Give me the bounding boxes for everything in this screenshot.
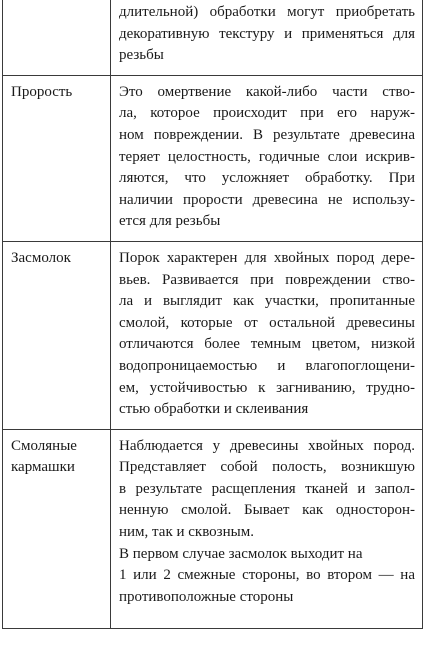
description-line: ла и выглядит как участки, пропитанные bbox=[119, 293, 415, 310]
description-line: водопроницаемостью и влагопоглощени- bbox=[119, 357, 415, 374]
term-label: кармашки bbox=[11, 459, 75, 476]
description-line: Порок характерен для хвойных пород дере- bbox=[119, 249, 415, 266]
description-line: теряет целостность, годичные слои искрив- bbox=[119, 148, 415, 165]
description-line: декоративную текстуру и применяться для bbox=[119, 25, 415, 42]
description-line: ется для резьбы bbox=[119, 213, 221, 230]
description-line: резьбы bbox=[119, 47, 164, 64]
term-label: Прорость bbox=[11, 83, 73, 100]
description-line: отличаются более темным цветом, низкой bbox=[119, 336, 415, 353]
description-line: Это омертвение какой-либо части ство- bbox=[119, 83, 415, 100]
description-line: стью обработки и склеивания bbox=[119, 401, 309, 418]
description-line: смолой, которые от остальной древесины bbox=[119, 314, 415, 331]
description-cell bbox=[111, 241, 423, 429]
term-label: Засмолок bbox=[11, 249, 71, 266]
table-row bbox=[3, 0, 423, 75]
description-cell bbox=[111, 0, 423, 75]
description-line: в результате расщепления тканей и запол- bbox=[119, 480, 415, 497]
description-line: ем, устойчивостью к загниванию, трудно- bbox=[119, 379, 415, 396]
description-line: ним, так и сквозным. bbox=[119, 524, 254, 541]
description-cell bbox=[111, 429, 423, 629]
description-line: В первом случае засмолок выходит на bbox=[119, 545, 363, 562]
description-line: Наблюдается у древесины хвойных пород. bbox=[119, 437, 415, 454]
description-line: 1 или 2 смежные стороны, во втором — на bbox=[119, 567, 415, 584]
table-row bbox=[3, 241, 423, 429]
term-cell bbox=[3, 75, 111, 241]
description-line: ненную смолой. Бывает как односторон- bbox=[119, 502, 415, 519]
wood-defects-table bbox=[2, 0, 423, 629]
term-label: Смоляные bbox=[11, 437, 77, 454]
term-cell bbox=[3, 429, 111, 629]
table-row bbox=[3, 75, 423, 241]
description-line: ла, которое происходит при его наруж- bbox=[119, 105, 415, 122]
description-line: ном повреждении. В результате древесина bbox=[119, 126, 415, 143]
description-line: ляются, что усложняет обработку. При bbox=[119, 170, 415, 187]
description-line: Представляет собой полость, возникшую bbox=[119, 459, 415, 476]
description-line: противоположные стороны bbox=[119, 588, 294, 605]
term-cell bbox=[3, 0, 111, 75]
description-line: длительной) обработки могут приобретать bbox=[119, 4, 415, 20]
term-cell bbox=[3, 241, 111, 429]
description-cell bbox=[111, 75, 423, 241]
description-line: наличии прорости древесина не использу- bbox=[119, 191, 415, 208]
description-line: вьев. Развивается при повреждении ство- bbox=[119, 271, 415, 288]
table-row bbox=[3, 429, 423, 629]
